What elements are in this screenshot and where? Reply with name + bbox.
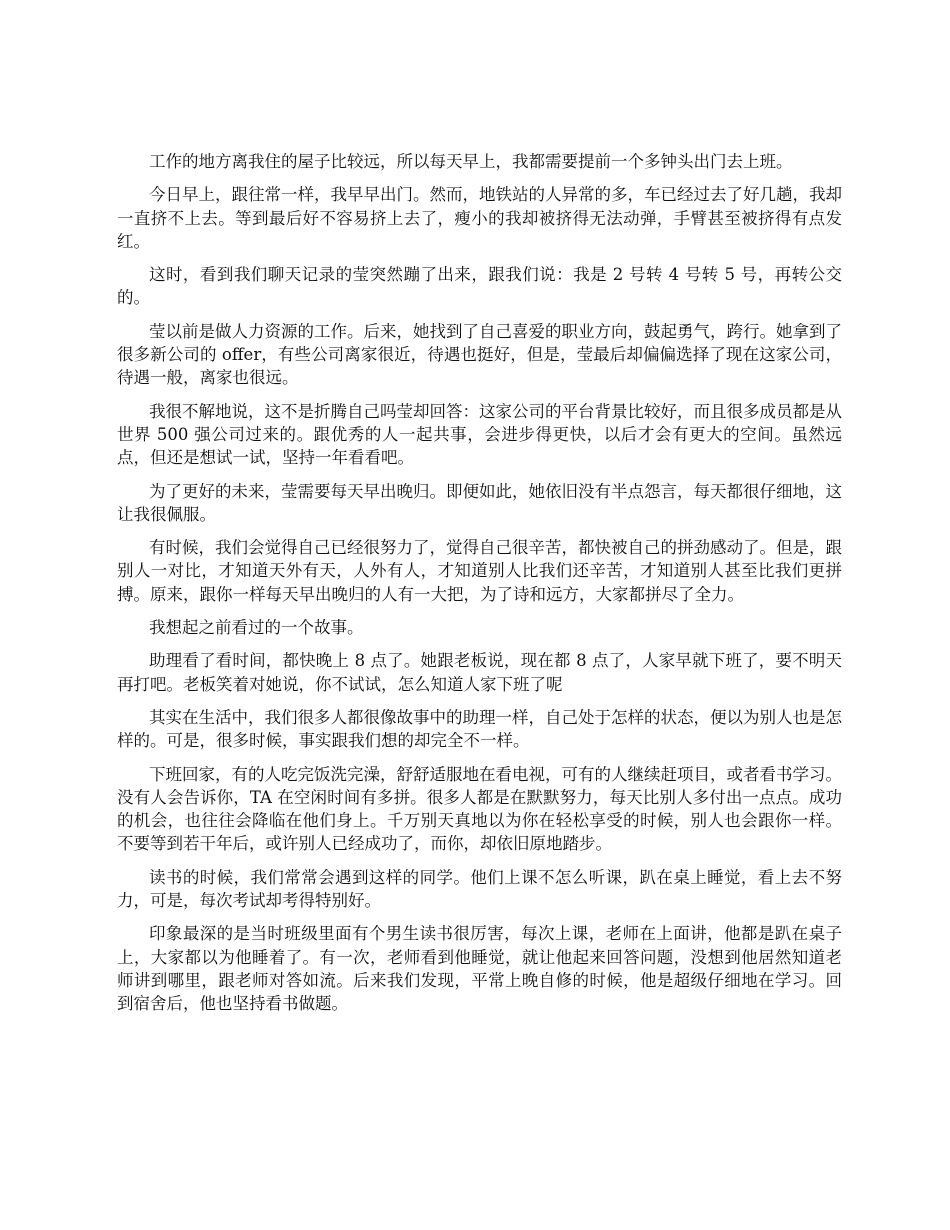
- paragraph-ying-answer: 我很不解地说，这不是折腾自己吗莹却回答：这家公司的平台背景比较好，而且很多成员都是从世界 500 强公司过来的。跟优秀的人一起共事，会进步得更快，以后才会有更大的空间。虽然远点，但还是想试一试，坚持一年看看吧。: [117, 401, 842, 468]
- paragraph-deepest-impression: 印象最深的是当时班级里面有个男生读书很厉害，每次上课，老师在上面讲，他都是趴在桌子上，大家都以为他睡着了。有一次，老师看到他睡觉，就让他起来回答问题，没想到他居然知道老师讲到哪里，跟老师对答如流。后来我们发现，平常上晚自修的时候，他是超级仔细地在学习。回到宿舍后，他也坚持看书做题。: [117, 924, 842, 1014]
- document-page: [117, 150, 842, 1026]
- paragraph-assistant-story: 助理看了看时间，都快晚上 8 点了。她跟老板说，现在都 8 点了，人家早就下班了，要不明天再打吧。老板笑着对她说，你不试试，怎么知道人家下班了呢: [117, 651, 842, 694]
- paragraph-others-work-harder: 有时候，我们会觉得自己已经很努力了，觉得自己很辛苦，都快被自己的拼劲感动了。但是，跟别人一对比，才知道天外有天，人外有人，才知道别人比我们还辛苦，才知道别人甚至比我们更拼搏。原来，跟你一样每天早出晚归的人有一大把，为了诗和远方，大家都拼尽了全力。: [117, 538, 842, 604]
- paragraph-ying-transfers: 这时，看到我们聊天记录的莹突然蹦了出来，跟我们说：我是 2 号转 4 号转 5 号，再转公交的。: [117, 265, 842, 308]
- paragraph-better-future: 为了更好的未来，莹需要每天早出晚归。即便如此，她依旧没有半点怨言，每天都很仔细地，这让我很佩服。: [117, 481, 842, 524]
- paragraph-real-life: 其实在生活中，我们很多人都很像故事中的助理一样，自己处于怎样的状态，便以为别人也是怎样的。可是，很多时候，事实跟我们想的却完全不一样。: [117, 707, 842, 751]
- paragraph-school-classmates: 读书的时候，我们常常会遇到这样的同学。他们上课不怎么听课，趴在桌上睡觉，看上去不努力，可是，每次考试却考得特别好。: [117, 867, 842, 911]
- paragraph-after-work: 下班回家，有的人吃完饭洗完澡，舒舒适服地在看电视，可有的人继续赶项目，或者看书学习。没有人会告诉你，TA 在空闲时间有多拼。很多人都是在默默努力，每天比别人多付出一点点。成功的机会，也往往会降临在他们身上。千万别天真地以为你在轻松享受的时候，别人也会跟你一样。不要等到若干年后，或许别人已经成功了，而你，却依旧原地踏步。: [117, 764, 842, 854]
- paragraph-ying-career: 莹以前是做人力资源的工作。后来，她找到了自己喜爱的职业方向，鼓起勇气，跨行。她拿到了很多新公司的 offer，有些公司离家很近，待遇也挺好，但是，莹最后却偏偏选择了现在这家公司，待遇一般，离家也很远。: [117, 321, 842, 388]
- paragraph-story-intro: 我想起之前看过的一个故事。: [149, 618, 364, 638]
- paragraph-commute-distance: 工作的地方离我住的屋子比较远，所以每天早上，我都需要提前一个多钟头出门去上班。: [149, 152, 793, 171]
- paragraph-crowded-subway: 今日早上，跟往常一样，我早早出门。然而，地铁站的人异常的多，车已经过去了好几趟，我却一直挤不上去。等到最后好不容易挤上去了，瘦小的我却被挤得无法动弹，手臂甚至被挤得有点发红。: [117, 185, 842, 251]
